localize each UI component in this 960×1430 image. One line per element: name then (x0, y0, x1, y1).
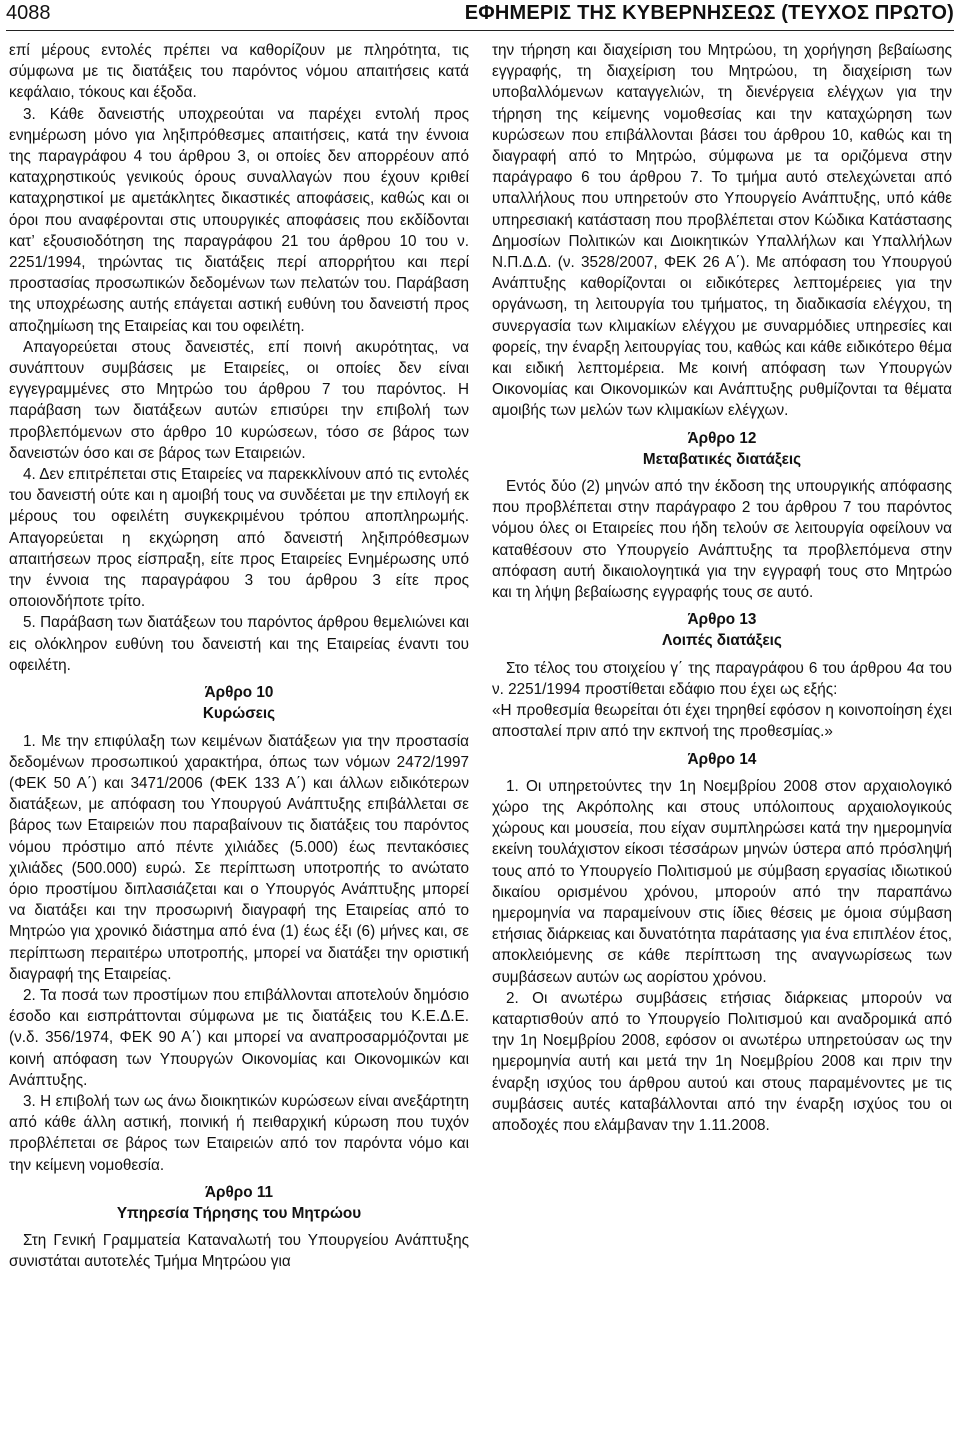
article-12-title: Άρθρο 12 (687, 429, 757, 447)
article-13-title: Άρθρο 13 (687, 611, 757, 629)
paragraph: Στη Γενική Γραμματεία Καταναλωτή του Υπουργείου Ανάπτυξης συνιστάται αυτοτελές Τμήμα Μητρώου για (9, 1232, 469, 1271)
header-rule (6, 30, 954, 31)
paragraph: 4. Δεν επιτρέπεται στις Εταιρείες να παρεκκλίνουν από τις εντολές του δανειστή ούτε και η αμοιβή τους να συνδέεται με την επιλογή εκ μέρους του οφειλέτη συγκεκριμένου τρόπου αποπληρωμής. Απαγορεύεται η εκχώρηση από δανειστή ληξιπρόθεσμων απαιτήσεων προς είσπραξη, είτε προς Εταιρείες Ενημέρωσης υπό την έννοια της παραγράφου 3 του άρθρου 3 είτε προς οποιονδήποτε τρίτο. (9, 466, 469, 611)
article-10-subtitle: Κυρώσεις (202, 705, 276, 723)
article-11-title: Άρθρο 11 (204, 1183, 273, 1201)
paragraph: την τήρηση και διαχείριση του Μητρώου, τη χορήγηση βεβαίωσης εγγραφής, τη διαχείριση του Μητρώου, τη διαχείριση των υποβαλλόμενων καταγγελιών, τη διενέργεια ελέγχων για την τήρηση της κείμενης νομοθεσίας και την καταχώρηση των κυρώσεων που επιβάλλονται βάσει του άρθρου 10, καθώς και τη διαγραφή από το Μητρώο, σύμφωνα με τα οριζόμενα στην παράγραφο 6 του άρθρου 7. Το τμήμα αυτό στελεχώνεται από υπαλλήλους που υπηρετούν στο Υπουργείο Ανάπτυξης, υπό κάθε υπηρεσιακή κατάσταση που προβλέπεται στον Κώδικα Κατάστασης Δημοσίων Πολιτικών και Διοικητικών Υπαλλήλων και Υπαλλήλων Ν.Π.Δ.Δ. (ν. 3528/2007, ΦΕΚ 26 Α΄). Με απόφαση του Υπουργού Ανάπτυξης καθορίζονται οι ειδικότερες λεπτομέρειες για την οργάνωση, τη λειτουργία του τμήματος, τη διαδικασία ελέγχου, τη συνεργασία των κλιμακίων ελέγχου με συναρμόδιες υπηρεσίες και φορείς, την έναρξη λειτουργίας του, καθώς και κάθε ειδικότερο θέμα και ειδική λεπτομέρεια. Με κοινή απόφαση των Υπουργών Οικονομίας και Οικονομικών και Ανάπτυξης ρυθμίζονται τα θέματα αμοιβής των μελών των κλιμακίων ελέγχων. (492, 42, 952, 420)
paragraph: 2. Οι ανωτέρω συμβάσεις ετήσιας διάρκειας μπορούν να καταρτισθούν από το Υπουργείο Πολιτισμού και αναδρομικά από την 1η Νοεμβρίου 2008, εφόσον οι ανωτέρω υπηρετούσαν ως την ημερομηνία αυτή και μετά την 1η Νοεμβρίου 2008 και πριν την έναρξη ισχύος του άρθρου αυτού και στους παραμένοντες με τις συμβάσεις αυτές καταβάλλονται από την έναρξη ισχύος του οι αποδοχές που ελάμβαναν την 1.11.2008. (492, 989, 952, 1134)
gazette-title: ΕΦΗΜΕΡΙΣ ΤΗΣ ΚΥΒΕΡΝΗΣΕΩΣ (ΤΕΥΧΟΣ ΠΡΩΤΟ) (464, 2, 954, 24)
paragraph: Απαγορεύεται στους δανειστές, επί ποινή ακυρότητας, να συνάπτουν συμβάσεις με Εταιρείες, οι οποίες δεν είναι εγγεγραμμένες στο Μητρώο του άρθρου 7 του παρόντος. Η παράβαση των διατάξεων αυτών επισύρει την επιβολή των προβλεπόμενων στο άρθρο 10 κυρώσεων, τόσο σε βάρος των δανειστών όσο και σε βάρος των Εταιρειών. (9, 338, 469, 462)
article-13-subtitle: Λοιπές διατάξεις (662, 632, 782, 650)
paragraph: 3. Η επιβολή των ως άνω διοικητικών κυρώσεων είναι ανεξάρτητη από κάθε άλλη αστική, ποινική ή πειθαρχική κύρωση που τυχόν προβλέπεται σε βάρος των Εταιρειών από τον παρόντα νόμο και την κείμενη νομοθεσία. (9, 1092, 469, 1174)
page-header (6, 0, 954, 30)
paragraph: Στο τέλος του στοιχείου γ΄ της παραγράφου 6 του άρθρου 4α του ν. 2251/1994 προστίθεται εδάφιο που έχει ως εξής: (492, 659, 952, 698)
paragraph: επί μέρους εντολές πρέπει να καθορίζουν με πληρότητα, τις σύμφωνα με τις διατάξεις του παρόντος νόμου απαιτήσεις κατά κεφάλαιο, τόκους και έξοδα. (9, 42, 469, 102)
paragraph: 3. Κάθε δανειστής υποχρεούται να παρέχει εντολή προς ενημέρωση μόνο για ληξιπρόθεσμες απαιτήσεις, κατά την έννοια της παραγράφου 4 του άρθρου 3, οι οποίες δεν απορρέουν από καταχρηστικούς γενικούς όρους συναλλαγών που έχουν κριθεί καταχρηστικοί με αμετάκλητες δικαστικές αποφάσεις, καθώς και οι όροι που αναφέρονται στις υπουργικές αποφάσεις που εκδίδονται κατ’ εξουσιοδότηση της παραγράφου 21 του άρθρου 10 του ν. 2251/1994, τηρώντας τις διατάξεις περί απορρήτου και περί προστασίας προσωπικών δεδομένων των πελατών του. Παράβαση της υποχρέωσης αυτής επάγεται αστική ευθύνη του δανειστή προς αποζημίωση της Εταιρείας και του οφειλέτη. (9, 105, 469, 335)
quoted-paragraph: «Η προθεσμία θεωρείται ότι έχει τηρηθεί εφόσον η κοινοποίηση έχει αποσταλεί πριν από την εκπνοή της προθεσμίας.» (492, 702, 952, 741)
page-number: 4088 (6, 2, 51, 24)
article-10-title: Άρθρο 10 (204, 684, 274, 702)
paragraph: Εντός δύο (2) μηνών από την έκδοση της υπουργικής απόφασης που προβλέπεται στην παράγραφο 2 του άρθρου 7 του παρόντος νόμου όλες οι Εταιρείες που ήδη τελούν σε λειτουργία οφείλουν να καταθέσουν στο Υπουργείο Ανάπτυξης τα προβλεπόμενα στην απόφαση αυτή δικαιολογητικά για την εγγραφή τους στο Μητρώο και τη λήψη βεβαίωσης εγγραφής τους σε αυτό. (492, 478, 952, 602)
right-column (492, 40, 952, 1136)
article-12-subtitle: Μεταβατικές διατάξεις (642, 450, 802, 468)
paragraph: 1. Οι υπηρετούντες την 1η Νοεμβρίου 2008 στον αρχαιολογικό χώρο της Ακρόπολης και στους υπόλοιπους αρχαιολογικούς χώρους και μουσεία, που είχαν συμπληρώσει κατά την ημερομηνία εκείνη τουλάχιστον είκοσι τέσσάρων μηνών ύστερα από πρόσληψή τους από το Υπουργείο Πολιτισμού με σύμβαση εργασίας ιδιωτικού δικαίου ορισμένου χρόνου, μπορούν από την παραπάνω ημερομηνία να παραμείνουν στις ίδιες θέσεις με όμοια σύμβαση ετήσιας διάρκειας και δυνατότητα παράτασης για ένα επιπλέον έτος, αποκλειόμενης σε κάθε περίπτωση της αναγνωρίσεως των συμβάσεων αυτών ως αορίστου χρόνου. (492, 777, 952, 986)
article-14-title: Άρθρο 14 (687, 750, 757, 768)
paragraph: 5. Παράβαση των διατάξεων του παρόντος άρθρου θεμελιώνει και εις ολόκληρον ευθύνη του δανειστή και της Εταιρείας έναντι του οφειλέτη. (9, 614, 469, 674)
article-11-subtitle: Υπηρεσία Τήρησης του Μητρώου (116, 1204, 362, 1222)
left-column (9, 40, 469, 1273)
paragraph: 1. Με την επιφύλαξη των κειμένων διατάξεων για την προστασία δεδομένων προσωπικού χαρακτήρα, όπως των νόμων 2472/1997 (ΦΕΚ 50 Α΄) και 3471/2006 (ΦΕΚ 133 Α΄) και άλλων ειδικότερων διατάξεων, με απόφαση του Υπουργού Ανάπτυξης επιβάλλεται σε βάρος των Εταιρειών που παραβαίνουν τις διατάξεις του παρόντος νόμου πρόστιμο από πέντε χιλιάδες (5.000) έως πεντακόσιες χιλιάδες (500.000) ευρώ. Σε περίπτωση υποτροπής το ανώτατο όριο προστίμου διπλασιάζεται και ο Υπουργός Ανάπτυξης μπορεί να διατάξει και την προσωρινή διαγραφή της Εταιρείας από το Μητρώο για χρονικό διάστημα από ένα (1) έως έξι (6) μήνες και, σε περίπτωση περαιτέρω υποτροπής, μπορεί να διατάξει την οριστική διαγραφή της Εταιρείας. (9, 732, 469, 983)
paragraph: 2. Τα ποσά των προστίμων που επιβάλλονται αποτελούν δημόσιο έσοδο και εισπράττονται σύμφωνα με τις διατάξεις του Κ.Ε.Δ.Ε. (ν.δ. 356/1974, ΦΕΚ 90 Α΄) και μπορεί να αναπροσαρμόζονται με κοινή απόφαση των Υπουργών Οικονομίας και Οικονομικών και Ανάπτυξης. (9, 986, 469, 1089)
